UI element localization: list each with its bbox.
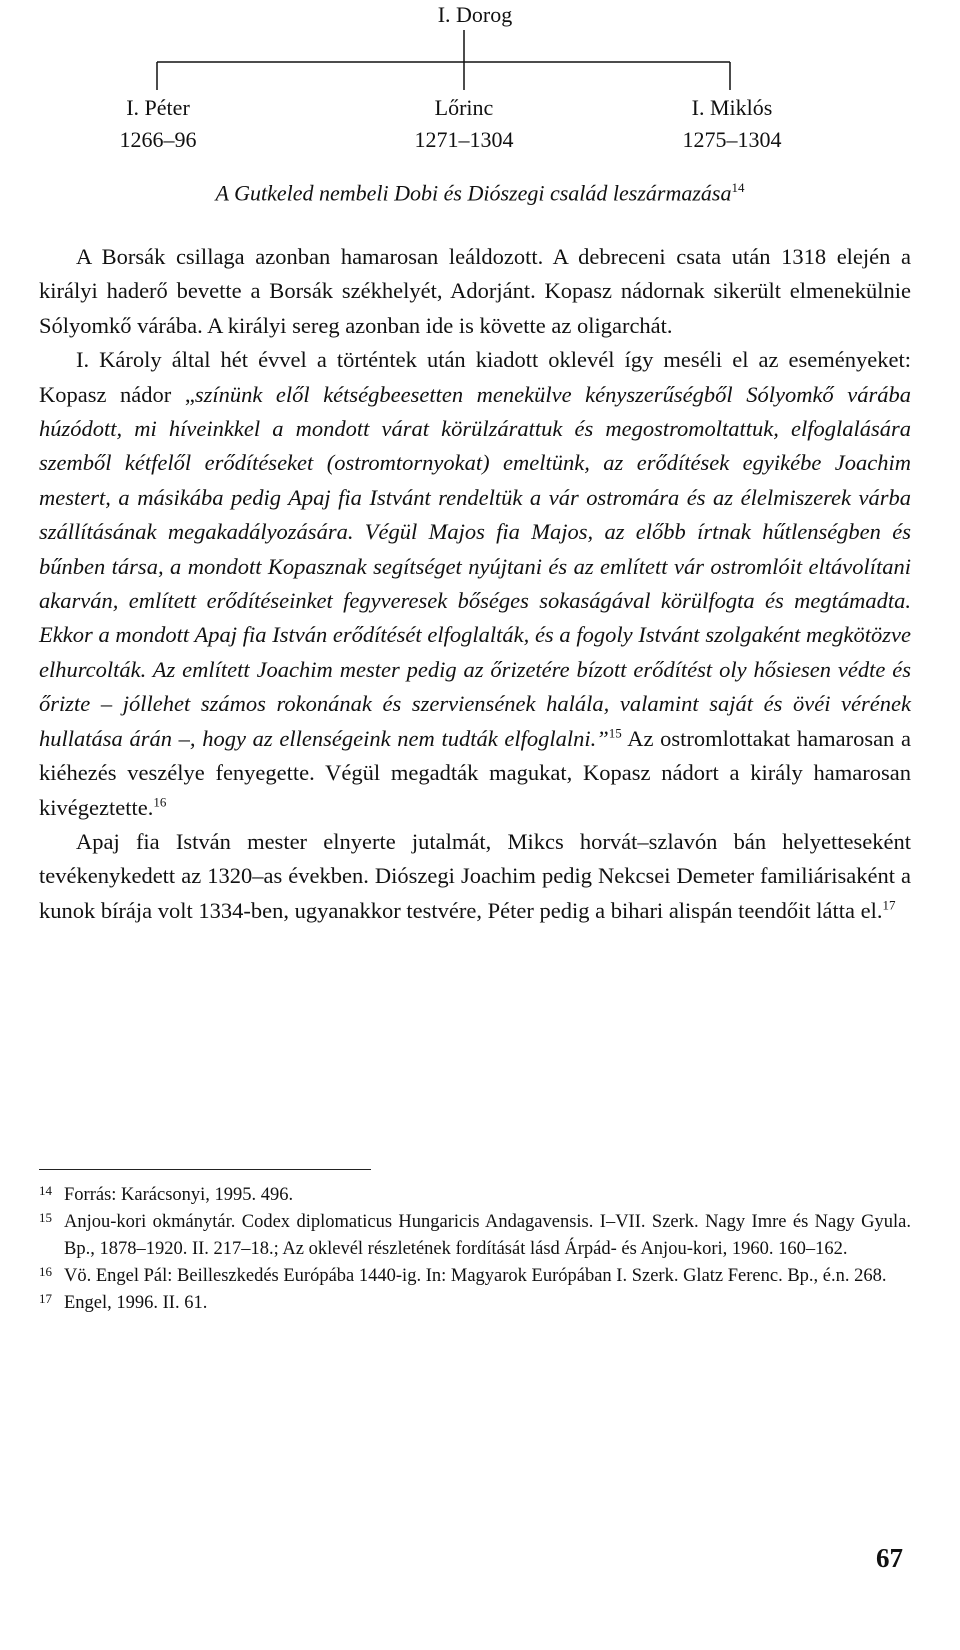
member-name: I. Péter: [126, 95, 190, 120]
quotation-close: ”: [596, 725, 609, 751]
genealogy-root-name: I. Dorog: [437, 2, 513, 27]
footnote-ref-17[interactable]: 17: [882, 897, 896, 913]
footnote-number: 14: [39, 1183, 52, 1198]
genealogy-member-miklos: [664, 92, 800, 156]
footnote-15: [39, 1209, 911, 1263]
body-text: [39, 240, 911, 928]
member-years: 1266–96: [119, 127, 197, 152]
member-name: I. Miklós: [691, 95, 773, 120]
member-years: 1275–1304: [682, 127, 782, 152]
footnote-text: Vö. Engel Pál: Beilleszkedés Európába 1440-ig. In: Magyarok Európában I. Szerk. Glatz Ferenc. Bp., é.n. 268.: [64, 1266, 887, 1286]
footnote-text: Forrás: Karácsonyi, 1995. 496.: [64, 1185, 294, 1205]
footnote-divider: [39, 1169, 371, 1170]
paragraph-2-outro: Az ostromlottakat hamarosan a kiéhezés veszélye fenyegette. Végül megadták magukat, Kopasz nádort a király hamarosan kivégeztette.: [39, 725, 911, 820]
member-years: 1271–1304: [414, 127, 514, 152]
genealogy-connector-lines: [0, 0, 960, 100]
footnote-number: 17: [39, 1291, 52, 1306]
quotation-part-a: színünk elől kétségbeesetten menekülve kényszerűségből Sólyomkő várába húzódott, mi híveinkkel a mondott várat körülzárattuk és megostromoltattuk, elfoglalására szemből kétfelől erődítéseket (ostromtornyokat) emeltünk, az erődítések egyikébe Joachim mestert, a másikába pedig Apaj fia Istvánt rendeltük a vár ostromára és az élelmiszerek várba szállításának megakadályozására.: [39, 381, 911, 545]
paragraph-2-intro: I. Károly által hét évvel a történtek után kiadott oklevél így meséli el az eseményeket: Kopasz nádor „: [39, 347, 911, 407]
paragraph-1: A Borsák csillaga azonban hamarosan leáldozott. A debreceni csata után 1318 elején a királyi haderő bevette a Borsák székhelyét, Adorjánt. Kopasz nádornak sikerült elmenekülnie Sólyomkő várába. A királyi sereg azonban ide is követte az oligarchát.: [39, 244, 911, 338]
footnote-ref-15[interactable]: 15: [608, 725, 622, 741]
footnote-17: [39, 1290, 911, 1317]
footnote-16: [39, 1263, 911, 1290]
quotation-part-b: Végül Majos fia Majos, az előbb írtnak hűtlenségben és bűnben társa, a mondott Kopasznak segítséget nyújtani és az említett vár ostromlóit eltávolítani akarván, említett erődítéseinket fegyveresek bőséges sokaságával körülfogta és megtámadta. Ekkor a mondott Apaj fia István erődítését elfoglalták, és a fogoly Istvánt szolgaként megkötözve elhurcolták. Az említett Joachim mester pedig az őrizetére bízott erődítést oly hősiesen védte és őrizte – jóllehet számos rokonának és szerviensének halála, valamint saját és övéi vérének hullatása árán –, hogy az ellenségeink nem tudták elfoglalni.: [39, 519, 911, 751]
footnote-ref-16[interactable]: 16: [153, 794, 167, 809]
page-number: 67: [876, 1543, 903, 1573]
paragraph-3-text: Apaj fia István mester elnyerte jutalmát, Mikcs horvát–szlavón bán helyetteseként tevékenykedett az 1320–as években. Diószegi Joachim pedig Nekcsei Demeter familiárisaként a kunok bírája volt 1334-ben, ugyanakkor testvére, Péter pedig a bihari alispán teendőit látta el.: [39, 828, 911, 923]
footnotes: [39, 1182, 911, 1317]
genealogy-caption: [0, 180, 960, 206]
footnote-number: 16: [39, 1264, 52, 1279]
paragraph-3: [39, 825, 911, 928]
footnote-number: 15: [39, 1210, 52, 1225]
footnote-text: Anjou-kori okmánytár. Codex diplomaticus Hungaricis Andagavensis. I–VII. Szerk. Nagy Imre és Nagy Gyula. Bp., 1878–1920. II. 217–18.; Az oklevél részletének fordítását lásd Árpád- és Anjou-kori, 1960. 160–162.: [64, 1212, 911, 1259]
genealogy-member-peter: [103, 92, 213, 156]
member-name: Lőrinc: [434, 95, 494, 120]
paragraph-2: [39, 343, 911, 825]
genealogy-member-lorinc: [396, 92, 532, 156]
footnote-text: Engel, 1996. II. 61.: [64, 1293, 208, 1313]
caption-text: A Gutkeled nembeli Dobi és Diószegi család leszármazása: [215, 180, 732, 206]
footnote-ref-14[interactable]: 14: [731, 180, 745, 195]
footnote-14: [39, 1182, 911, 1209]
